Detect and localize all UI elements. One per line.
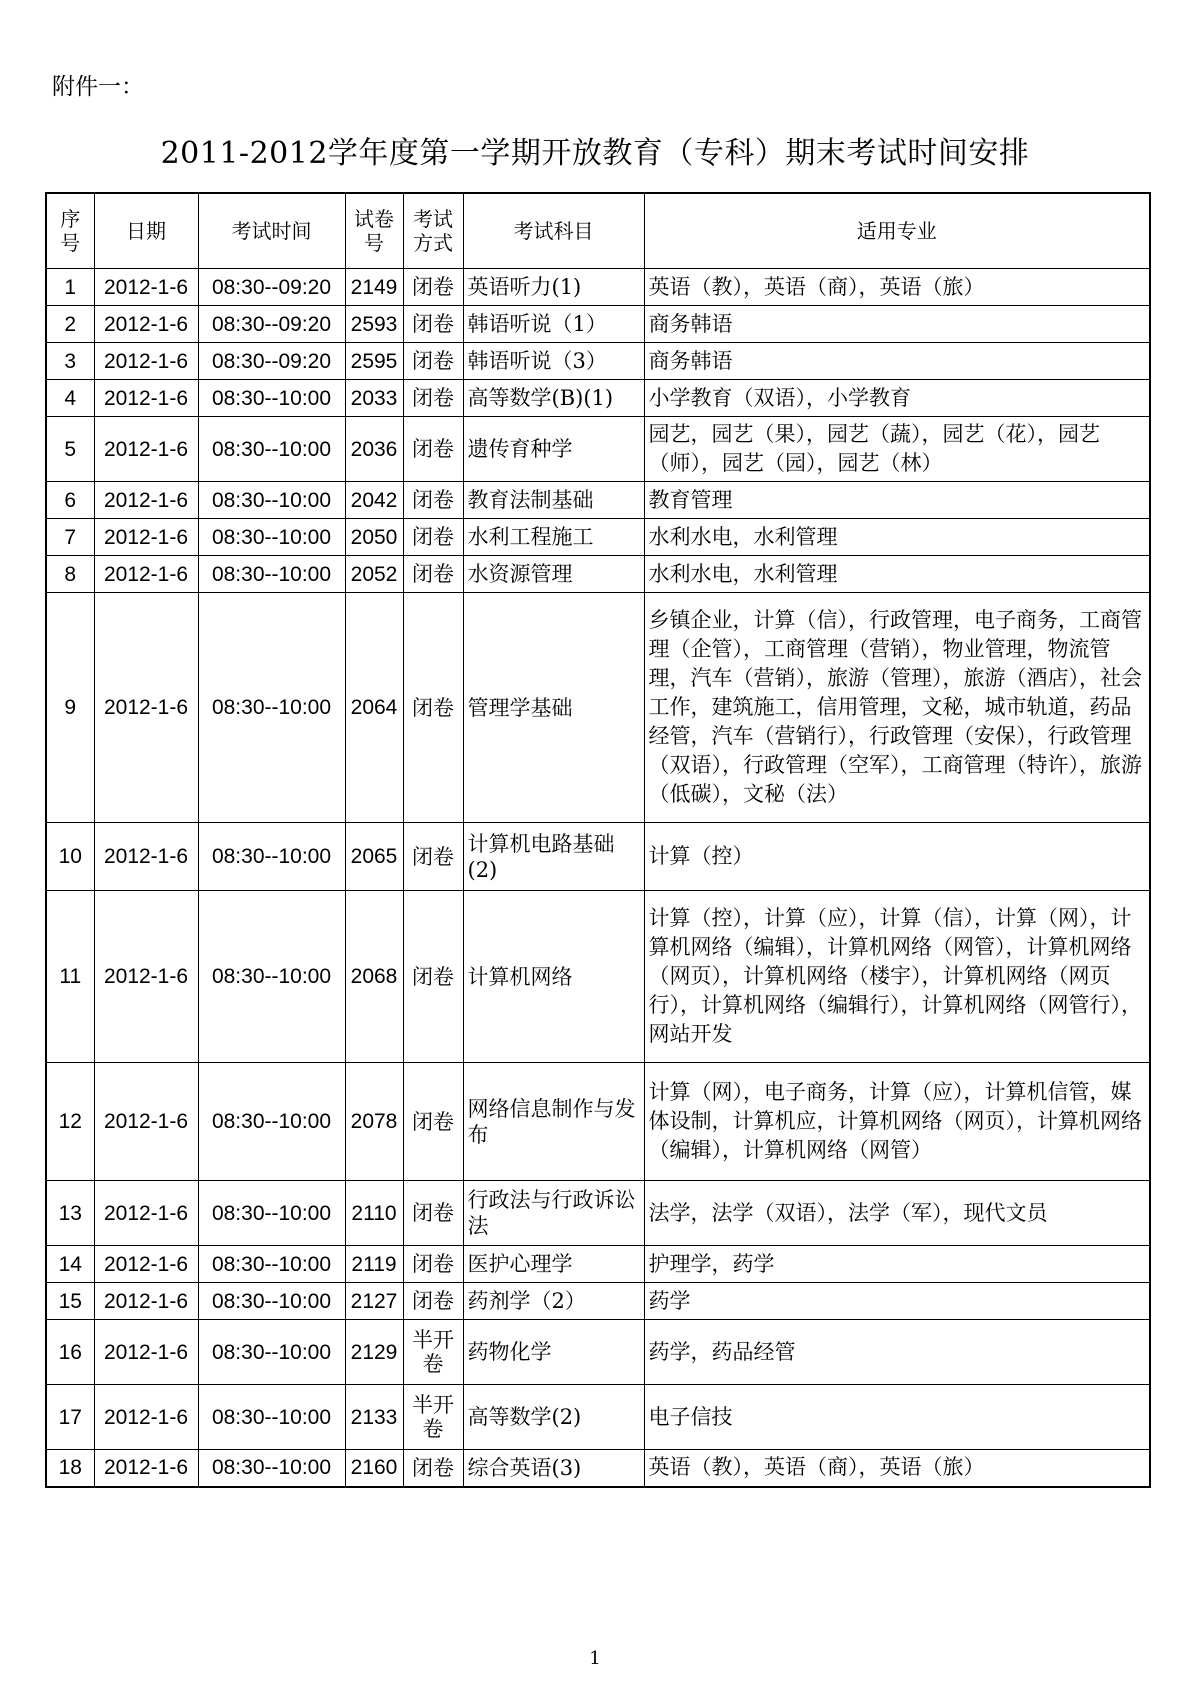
header-date: 日期	[94, 193, 198, 269]
cell-time: 08:30--10:00	[198, 380, 345, 417]
cell-subject: 综合英语(3)	[463, 1450, 644, 1487]
cell-paper: 2119	[345, 1246, 403, 1283]
cell-paper: 2068	[345, 891, 403, 1063]
cell-paper: 2149	[345, 269, 403, 306]
cell-paper: 2065	[345, 823, 403, 891]
cell-mode: 闭卷	[403, 823, 463, 891]
cell-subject: 管理学基础	[463, 593, 644, 823]
cell-date: 2012-1-6	[94, 556, 198, 593]
cell-paper: 2033	[345, 380, 403, 417]
cell-majors: 法学，法学（双语），法学（军），现代文员	[644, 1181, 1150, 1246]
table-row	[46, 306, 1150, 343]
cell-date: 2012-1-6	[94, 891, 198, 1063]
cell-majors: 电子信技	[644, 1385, 1150, 1450]
cell-mode: 闭卷	[403, 417, 463, 482]
cell-mode: 闭卷	[403, 556, 463, 593]
cell-date: 2012-1-6	[94, 1181, 198, 1246]
cell-time: 08:30--10:00	[198, 1063, 345, 1181]
cell-majors: 计算（网），电子商务，计算（应），计算机信管，媒体设制，计算机应，计算机网络（网页），计算机网络（编辑），计算机网络（网管）	[644, 1063, 1150, 1181]
cell-date: 2012-1-6	[94, 1320, 198, 1385]
table-row	[46, 1063, 1150, 1181]
cell-subject: 英语听力(1)	[463, 269, 644, 306]
cell-majors: 教育管理	[644, 482, 1150, 519]
cell-mode: 闭卷	[403, 380, 463, 417]
table-row	[46, 1181, 1150, 1246]
cell-subject: 韩语听说（3）	[463, 343, 644, 380]
cell-no: 11	[46, 891, 94, 1063]
cell-date: 2012-1-6	[94, 1246, 198, 1283]
cell-time: 08:30--10:00	[198, 823, 345, 891]
header-time: 考试时间	[198, 193, 345, 269]
table-row	[46, 556, 1150, 593]
cell-paper: 2127	[345, 1283, 403, 1320]
cell-no: 6	[46, 482, 94, 519]
cell-date: 2012-1-6	[94, 593, 198, 823]
cell-subject: 网络信息制作与发布	[463, 1063, 644, 1181]
cell-majors: 护理学，药学	[644, 1246, 1150, 1283]
cell-no: 3	[46, 343, 94, 380]
table-row	[46, 380, 1150, 417]
cell-no: 17	[46, 1385, 94, 1450]
cell-mode: 闭卷	[403, 343, 463, 380]
table-header-row	[46, 193, 1150, 269]
table-body	[46, 269, 1150, 1487]
cell-no: 9	[46, 593, 94, 823]
cell-mode: 闭卷	[403, 593, 463, 823]
page-number: 1	[589, 1648, 601, 1669]
cell-time: 08:30--10:00	[198, 1320, 345, 1385]
cell-paper: 2133	[345, 1385, 403, 1450]
cell-paper: 2050	[345, 519, 403, 556]
table-row	[46, 1385, 1150, 1450]
cell-no: 15	[46, 1283, 94, 1320]
cell-subject: 水利工程施工	[463, 519, 644, 556]
cell-time: 08:30--10:00	[198, 1450, 345, 1487]
cell-no: 18	[46, 1450, 94, 1487]
cell-no: 16	[46, 1320, 94, 1385]
cell-paper: 2036	[345, 417, 403, 482]
cell-subject: 水资源管理	[463, 556, 644, 593]
cell-date: 2012-1-6	[94, 306, 198, 343]
cell-mode: 闭卷	[403, 1063, 463, 1181]
table-row	[46, 823, 1150, 891]
cell-subject: 遗传育种学	[463, 417, 644, 482]
cell-paper: 2595	[345, 343, 403, 380]
cell-time: 08:30--10:00	[198, 556, 345, 593]
cell-paper: 2078	[345, 1063, 403, 1181]
cell-subject: 药物化学	[463, 1320, 644, 1385]
table-row	[46, 593, 1150, 823]
cell-paper: 2042	[345, 482, 403, 519]
cell-majors: 药学	[644, 1283, 1150, 1320]
cell-majors: 小学教育（双语），小学教育	[644, 380, 1150, 417]
attachment-label: 附件一：	[52, 74, 144, 100]
cell-subject: 计算机电路基础(2)	[463, 823, 644, 891]
cell-majors: 乡镇企业，计算（信），行政管理，电子商务，工商管理（企管），工商管理（营销），物业管理，物流管理，汽车（营销），旅游（管理），旅游（酒店），社会工作，建筑施工，信用管理，文秘，城市轨道，药品经管，汽车（营销行），行政管理（安保），行政管理（双语），行政管理（空军），工商管理（特许），旅游（低碳），文秘（法）	[644, 593, 1150, 823]
table-row	[46, 891, 1150, 1063]
cell-majors: 商务韩语	[644, 306, 1150, 343]
cell-subject: 韩语听说（1）	[463, 306, 644, 343]
cell-no: 10	[46, 823, 94, 891]
cell-mode: 闭卷	[403, 269, 463, 306]
table-row	[46, 1320, 1150, 1385]
header-mode: 考试 方式	[403, 193, 463, 269]
cell-time: 08:30--09:20	[198, 343, 345, 380]
cell-majors: 药学，药品经管	[644, 1320, 1150, 1385]
cell-mode: 半开 卷	[403, 1320, 463, 1385]
cell-date: 2012-1-6	[94, 482, 198, 519]
cell-paper: 2129	[345, 1320, 403, 1385]
cell-time: 08:30--10:00	[198, 1283, 345, 1320]
cell-time: 08:30--10:00	[198, 1181, 345, 1246]
table-row	[46, 482, 1150, 519]
cell-subject: 医护心理学	[463, 1246, 644, 1283]
cell-majors: 英语（教），英语（商），英语（旅）	[644, 269, 1150, 306]
cell-time: 08:30--10:00	[198, 593, 345, 823]
cell-no: 13	[46, 1181, 94, 1246]
cell-paper: 2593	[345, 306, 403, 343]
table-row	[46, 519, 1150, 556]
page-title: 2011-2012学年度第一学期开放教育（专科）期末考试时间安排	[160, 136, 1030, 171]
cell-no: 5	[46, 417, 94, 482]
cell-date: 2012-1-6	[94, 519, 198, 556]
cell-mode: 闭卷	[403, 1181, 463, 1246]
cell-date: 2012-1-6	[94, 380, 198, 417]
cell-mode: 闭卷	[403, 1283, 463, 1320]
cell-mode: 半开 卷	[403, 1385, 463, 1450]
cell-paper: 2052	[345, 556, 403, 593]
cell-no: 8	[46, 556, 94, 593]
cell-no: 2	[46, 306, 94, 343]
cell-no: 12	[46, 1063, 94, 1181]
header-subject: 考试科目	[463, 193, 644, 269]
cell-majors: 园艺，园艺（果），园艺（蔬），园艺（花），园艺（师），园艺（园），园艺（林）	[644, 417, 1150, 482]
cell-subject: 行政法与行政诉讼法	[463, 1181, 644, 1246]
cell-paper: 2064	[345, 593, 403, 823]
cell-paper: 2110	[345, 1181, 403, 1246]
table-row	[46, 1246, 1150, 1283]
cell-majors: 水利水电，水利管理	[644, 556, 1150, 593]
header-no: 序 号	[46, 193, 94, 269]
cell-subject: 教育法制基础	[463, 482, 644, 519]
cell-time: 08:30--10:00	[198, 417, 345, 482]
cell-paper: 2160	[345, 1450, 403, 1487]
cell-majors: 计算（控）	[644, 823, 1150, 891]
cell-time: 08:30--09:20	[198, 306, 345, 343]
exam-schedule-table	[45, 192, 1151, 1488]
cell-time: 08:30--10:00	[198, 482, 345, 519]
cell-mode: 闭卷	[403, 306, 463, 343]
cell-date: 2012-1-6	[94, 343, 198, 380]
cell-subject: 高等数学(B)(1)	[463, 380, 644, 417]
cell-date: 2012-1-6	[94, 1385, 198, 1450]
cell-subject: 高等数学(2)	[463, 1385, 644, 1450]
cell-majors: 商务韩语	[644, 343, 1150, 380]
cell-time: 08:30--10:00	[198, 891, 345, 1063]
cell-mode: 闭卷	[403, 1450, 463, 1487]
cell-mode: 闭卷	[403, 482, 463, 519]
cell-date: 2012-1-6	[94, 1450, 198, 1487]
cell-time: 08:30--10:00	[198, 1385, 345, 1450]
cell-date: 2012-1-6	[94, 1283, 198, 1320]
cell-mode: 闭卷	[403, 1246, 463, 1283]
cell-majors: 水利水电，水利管理	[644, 519, 1150, 556]
cell-date: 2012-1-6	[94, 269, 198, 306]
cell-time: 08:30--10:00	[198, 1246, 345, 1283]
cell-no: 1	[46, 269, 94, 306]
cell-date: 2012-1-6	[94, 417, 198, 482]
cell-no: 4	[46, 380, 94, 417]
cell-subject: 药剂学（2）	[463, 1283, 644, 1320]
cell-time: 08:30--09:20	[198, 269, 345, 306]
table-row	[46, 1283, 1150, 1320]
table-row	[46, 417, 1150, 482]
header-paper: 试卷 号	[345, 193, 403, 269]
cell-date: 2012-1-6	[94, 823, 198, 891]
table-row	[46, 1450, 1150, 1487]
cell-no: 7	[46, 519, 94, 556]
cell-time: 08:30--10:00	[198, 519, 345, 556]
cell-date: 2012-1-6	[94, 1063, 198, 1181]
cell-subject: 计算机网络	[463, 891, 644, 1063]
table-row	[46, 343, 1150, 380]
cell-majors: 计算（控），计算（应），计算（信），计算（网），计算机网络（编辑），计算机网络（网管），计算机网络（网页），计算机网络（楼宇），计算机网络（网页行），计算机网络（编辑行），计算机网络（网管行），网站开发	[644, 891, 1150, 1063]
header-majors: 适用专业	[644, 193, 1150, 269]
cell-majors: 英语（教），英语（商），英语（旅）	[644, 1450, 1150, 1487]
cell-mode: 闭卷	[403, 891, 463, 1063]
cell-no: 14	[46, 1246, 94, 1283]
cell-mode: 闭卷	[403, 519, 463, 556]
table-row	[46, 269, 1150, 306]
